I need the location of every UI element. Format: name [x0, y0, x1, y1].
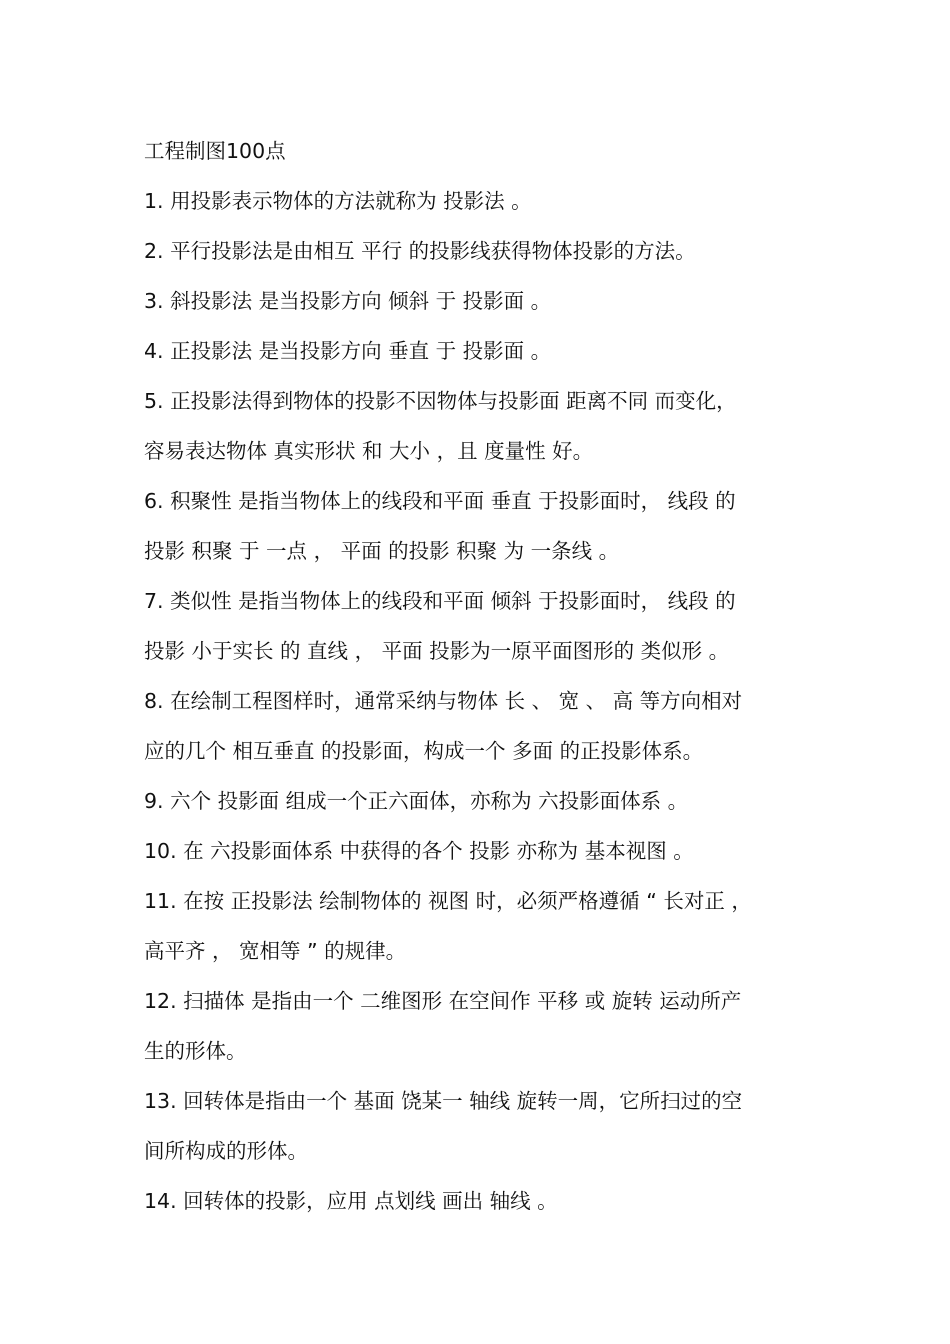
- text-line-12: 应的几个 相互垂直 的投影面，构成一个 多面 的正投影体系。: [144, 739, 704, 763]
- document-title: 工程制图100点: [144, 139, 286, 163]
- text-line-8: 投影 积聚 于 一点 ， 平面 的投影 积聚 为 一条线 。: [144, 539, 620, 563]
- text-line-5: 5. 正投影法得到物体的投影不因物体与投影面 距离不同 而变化，: [144, 389, 737, 413]
- text-line-19: 13. 回转体是指由一个 基面 饶某一 轴线 旋转一周，它所扫过的空: [144, 1089, 743, 1113]
- text-line-3: 3. 斜投影法 是当投影方向 倾斜 于 投影面 。: [144, 289, 552, 313]
- text-line-2: 2. 平行投影法是由相互 平行 的投影线获得物体投影的方法。: [144, 239, 696, 263]
- text-line-4: 4. 正投影法 是当投影方向 垂直 于 投影面 。: [144, 339, 552, 363]
- text-line-1: 1. 用投影表示物体的方法就称为 投影法 。: [144, 189, 532, 213]
- text-line-16: 高平齐 ， 宽相等 ” 的规律。: [144, 939, 407, 963]
- text-line-7: 6. 积聚性 是指当物体上的线段和平面 垂直 于投影面时， 线段 的: [144, 489, 736, 513]
- text-line-17: 12. 扫描体 是指由一个 二维图形 在空间作 平移 或 旋转 运动所产: [144, 989, 742, 1013]
- text-line-20: 间所构成的形体。: [144, 1139, 308, 1163]
- text-line-13: 9. 六个 投影面 组成一个正六面体，亦称为 六投影面体系 。: [144, 789, 689, 813]
- text-line-9: 7. 类似性 是指当物体上的线段和平面 倾斜 于投影面时， 线段 的: [144, 589, 736, 613]
- text-line-15: 11. 在按 正投影法 绘制物体的 视图 时，必须严格遵循 “ 长对正 ，: [144, 889, 752, 913]
- text-line-11: 8. 在绘制工程图样时，通常采纳与物体 长 、 宽 、 高 等方向相对: [144, 689, 743, 713]
- text-line-21: 14. 回转体的投影，应用 点划线 画出 轴线 。: [144, 1189, 558, 1213]
- text-line-6: 容易表达物体 真实形状 和 大小 ，且 度量性 好。: [144, 439, 594, 463]
- text-line-14: 10. 在 六投影面体系 中获得的各个 投影 亦称为 基本视图 。: [144, 839, 694, 863]
- text-line-18: 生的形体。: [144, 1039, 247, 1063]
- text-line-10: 投影 小于实长 的 直线 ， 平面 投影为一原平面图形的 类似形 。: [144, 639, 730, 663]
